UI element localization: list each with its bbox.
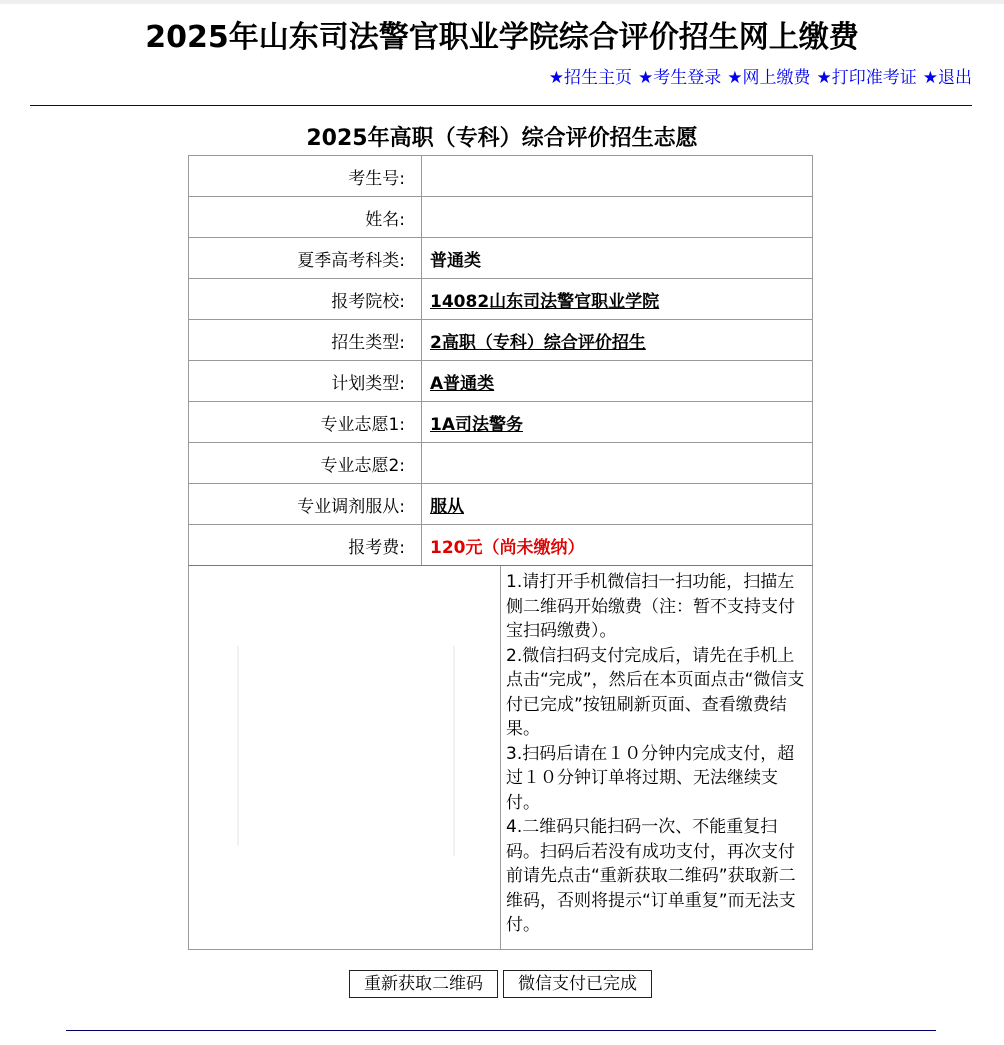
nav-logout-link[interactable]: ★退出 [922,68,972,88]
qr-code-icon [237,646,457,866]
table-row [189,402,813,443]
payment-panel [188,565,813,950]
header-divider [30,105,972,106]
row-label: 姓名: [189,197,422,238]
major-choice-2-value [422,443,813,484]
site-title: 2025年山东司法警官职业学院综合评价招生网上缴费 [145,20,859,55]
row-label: 夏季高考科类: [189,238,422,279]
table-row [189,361,813,402]
row-label: 报考费: [189,525,422,566]
table-row [189,156,813,197]
nav-payment-link[interactable]: ★网上缴费 [727,68,811,88]
top-strip [0,0,1004,4]
admission-type-value: 2高职（专科）综合评价招生 [422,320,813,361]
refresh-qr-button[interactable]: 重新获取二维码 [349,970,498,998]
row-label: 计划类型: [189,361,422,402]
row-label: 专业志愿1: [189,402,422,443]
plan-type-value: A普通类 [422,361,813,402]
payment-instructions [500,566,812,949]
table-row [189,525,813,566]
table-row [189,484,813,525]
instruction-item: 3.扫码后请在１０分钟内完成支付，超过１０分钟订单将过期、无法继续支付。 [506,743,795,813]
top-nav [543,66,972,90]
table-row [189,238,813,279]
row-label: 报考院校: [189,279,422,320]
table-row [189,320,813,361]
nav-login-link[interactable]: ★考生登录 [638,68,722,88]
row-label: 考生号: [189,156,422,197]
nav-print-ticket-link[interactable]: ★打印准考证 [816,68,917,88]
qr-code-area[interactable] [189,566,500,949]
instruction-item: 2.微信扫码支付完成后，请先在手机上点击“完成”，然后在本页面点击“微信支付已完成”按钮刷新页面、查看缴费结果。 [506,645,805,739]
payment-done-button[interactable]: 微信支付已完成 [503,970,652,998]
nav-home-link[interactable]: ★招生主页 [548,68,632,88]
table-row [189,279,813,320]
exam-category-value: 普通类 [422,238,813,279]
instruction-item: 4.二维码只能扫码一次、不能重复扫码。扫码后若没有成功支付，再次支付前请先点击“重新获取二维码”获取新二维码，否则将提示“订单重复”而无法支付。 [506,817,796,935]
row-label: 招生类型: [189,320,422,361]
footer-divider [66,1030,936,1031]
row-label: 专业志愿2: [189,443,422,484]
school-value: 14082山东司法警官职业学院 [422,279,813,320]
instruction-item: 1.请打开手机微信扫一扫功能，扫描左侧二维码开始缴费（注：暂不支持支付宝扫码缴费）。 [506,572,795,641]
table-row [189,197,813,238]
application-table [188,155,813,566]
exam-number-value [422,156,813,197]
name-value [422,197,813,238]
fee-status-value: 120元（尚未缴纳） [422,525,813,566]
form-title: 2025年高职（专科）综合评价招生志愿 [306,126,698,151]
row-label: 专业调剂服从: [189,484,422,525]
table-row [189,443,813,484]
major-choice-1-value: 1A司法警务 [422,402,813,443]
adjustment-value: 服从 [422,484,813,525]
